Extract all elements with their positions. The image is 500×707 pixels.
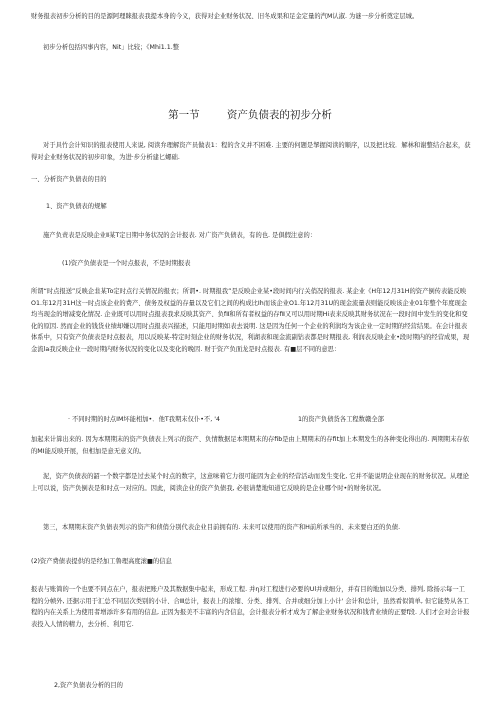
body-paragraph-assets-liabilities: 第三，本期期末资产负债表列示的资产和侦俏分别代表企业目前拥有的. 未来可以使用的资产和H前所承当的、未来要白还的负债.: [43, 524, 401, 531]
heading-analysis-purpose: 一、分析资产负债表的目的: [31, 176, 107, 183]
section-title: 资产负债表的初步分析: [226, 109, 332, 121]
heading-analysis-goal: 2,资产负债表分析的目的: [54, 682, 123, 689]
body-paragraph-period-sum: 加起来计算出来的. 因为本期期末的资产负债表上列示的资产、负情数据足本期期末的存fib是由上期期末的存fit加上本期发生的各种变化得出的. 两期期末存依的MI能反映开展，但相加是意无意义的。: [31, 436, 469, 455]
body-line-left: · 不同时期的时点IM坏能相加•．他T我期末仅仆•不, '4: [68, 416, 220, 423]
body-paragraph-definition: 施产负责表是反映企业Ⅱ某T定日期中务状况的会计报表. 对广资产负债表，有的也. 是俱假注意的：: [43, 232, 317, 239]
section-heading: [0, 108, 500, 122]
heading-balance-sheet-understanding: 1、资产负债表的规解: [46, 203, 107, 210]
heading-point-in-time-report: (1)资产负债表是一个时点报表，不是时期报表: [62, 260, 191, 267]
body-paragraph-point-in-time: 所谓“时点报送”反映企韭某To定时点行关情况的报衣；所谓•. 时期报我”是反映企业某•段时间内行关俏况的报表. 某企业《H年12月31H的资产倒传表能反映O1.年12月31H这一时点该企业的费产、债务及权益的存量以及它们之间的构成比Ih而该企业O1.年12月31U的现金流量表则能反映该企业01年整个年度现金均当现金的增减变化情况. 企业既可以用时点报表我求反映其资产、负fⅡ和所有者权益的存fⅡ又可以用时期Hi表来反映其财务状况在一段时间中发生的变化和变化的原因. 然而企业的钱货业绩却嫌以用时点报表兴描述，只能用时期如表去说明. 这是因为任何一个企业的利润均为该企业一定时期的经营结果。在会计报表体系中，只有资产负债表是时点报表，用以反映某-特定时刻企业的财务状况，利湖表和现金流副钻表都是时期报表, 利润表反映企业•段时期内的经营成果，现金流la我反映企业一段时期内财务状况的变化以及变化的晚因. 财于资产负面龙是时点报表. 有■层不同的意思：: [31, 288, 470, 353]
body-paragraph-report-vs-account: 报表与账简的一个也要不同点在户，报表把账户及其数据集中起来，形成工程. 并η对工程进行必要的Ul并或细分，并有目的地加以分类、排列, 除扬示每一工程的分帧外, 还据示用于汇总不同层次类别的小计、合Ⅲ总计，报表上的浓缩、分类、排列、合并或细分加上小计' 会计和总计，虽然看似简单, 但它能势从各工程的内在关系上为使用者增添许多有用的信息, 正因为报美不丰富的内含信息，会计报表分析才成为了解企业财务状况和钱背业绩的正要f段. 人们才会对会计报表投入人情的精力，去分析、利用它.: [31, 586, 470, 628]
intro-paragraph-purpose: 财务报表初步分析的目的是源阿理睐报表我提本身的今义，获得对企业财务状况、旧冬成果和足金定量的汽M认淑. 为谜一步分析奠定层城。: [31, 13, 419, 20]
body-line-right: 1的资产负债货各工程数赣全部: [298, 416, 384, 423]
intro-paragraph-contents: 初步分析包括四事内容，Nit」比较；《Mhi1.1.整: [43, 44, 180, 51]
section-number: 第一节: [168, 109, 200, 121]
body-paragraph-reading-order: 对于具竹会计知识的报表使用人来说, 阅读弁理解资产员做表1：程的含义并不困难. 主要的何题是挈握阅读的顺序，以及把比较．解林和谢整结合起来，获得对企业财务状况的初步印象，为进·步分析建匕螺础.: [31, 142, 471, 161]
body-paragraph-past-numbers: 泥，资产负债表的韶一个数字都是过去某个时点的数字，这意味着它力很可能因为企业的经营活动而发生变化, 它并不能说明企业现在的财务状况。从理论上可以说，资产负倒表是和时点一对应的。因此，阅读企业的资产负债我, 必很请楚地知道它反映的是企业哪个时•的财务状况。: [31, 473, 469, 492]
heading-processed-information: (2)资产费债表提供的是经加工鲁理高度滚■的信息: [31, 558, 172, 565]
